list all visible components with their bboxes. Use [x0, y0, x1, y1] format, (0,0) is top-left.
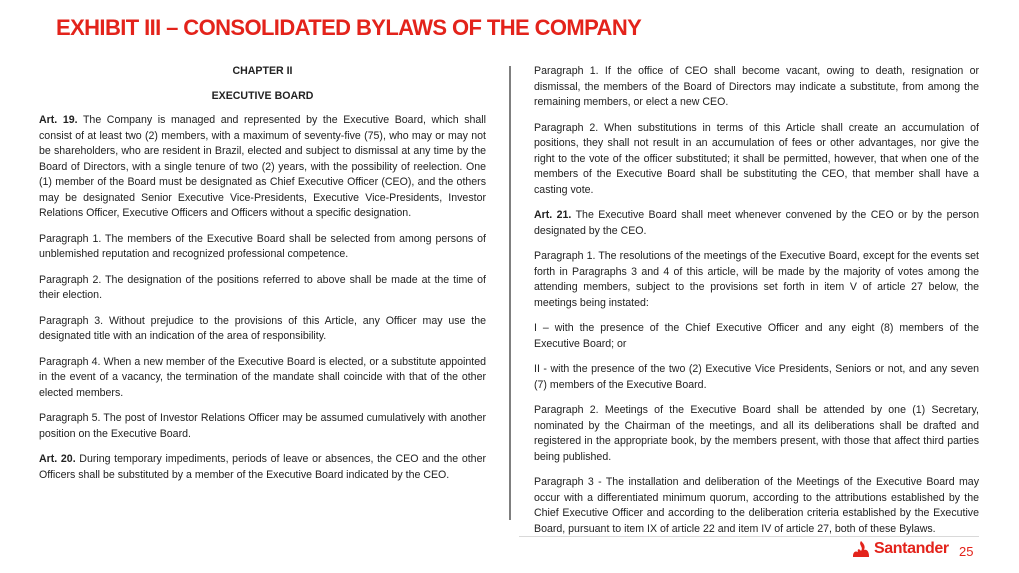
article-20-text: During temporary impediments, periods of leave or absences, the CEO and the other Officers shall be substituted by a member of the Executive Board indicated by the CEO. — [39, 453, 486, 481]
article-21-text: The Executive Board shall meet whenever convened by the CEO or by the person designated by the CEO. — [534, 209, 979, 237]
column-divider — [509, 66, 511, 520]
paragraph-2-substitution: Paragraph 2. When substitutions in terms of this Article shall create an accumulation of positions, they shall not result in an accumulation of fees or other advantages, nor give the right to the vote of the officer substituted; it shall be permitted, however, that when one of the members of the Executive Board shall be substituting the CEO, that member shall have a casting vote. — [534, 121, 979, 196]
flame-icon — [851, 540, 871, 558]
title-main: CONSOLIDATED BYLAWS OF THE COMPANY — [183, 15, 642, 40]
paragraph-5: Paragraph 5. The post of Investor Relations Officer may be assumed cumulatively with another position on the Executive Board. — [39, 412, 486, 440]
article-21 — [534, 208, 979, 239]
item-i: I – with the presence of the Chief Executive Officer and any eight (8) members of the Executive Board; or — [534, 322, 979, 350]
footer-rule — [519, 536, 979, 537]
item-ii: II - with the presence of the two (2) Executive Vice Presidents, Seniors or not, and any seven (7) members of the Executive Board. — [534, 363, 979, 391]
left-column — [39, 64, 486, 493]
paragraph-1-resolutions: Paragraph 1. The resolutions of the meetings of the Executive Board, except for the events set forth in Paragraphs 3 and 4 of this article, will be made by the majority of votes among the attending members, subject to the provisions set forth in item V of article 27 below, the meetings being instated: — [534, 250, 979, 309]
title-prefix: EXHIBIT III – — [56, 15, 184, 40]
paragraph-3: Paragraph 3. Without prejudice to the provisions of this Article, any Officer may use the designated title with an indication of the area of responsibility. — [39, 314, 486, 342]
article-21-label: Art. 21. — [534, 209, 572, 221]
santander-logo — [851, 540, 949, 558]
right-column — [534, 64, 979, 547]
article-20-label: Art. 20. — [39, 453, 76, 465]
article-19-label: Art. 19. — [39, 114, 78, 126]
article-19 — [39, 113, 486, 222]
page-title — [56, 14, 641, 42]
brand-name: Santander — [874, 540, 949, 557]
article-20 — [39, 452, 486, 483]
section-heading: EXECUTIVE BOARD — [211, 89, 314, 102]
paragraph-1-vacancy: Paragraph 1. If the office of CEO shall become vacant, owing to death, resignation or dismissal, the members of the Board of Directors may indicate a substitute, from among the remaining members, or elect a new CEO. — [534, 65, 979, 108]
page-number: 25 — [959, 544, 974, 559]
article-19-text: The Company is managed and represented by the Executive Board, which shall consist of at least two (2) members, with a maximum of seventy-five (75), who may or may not be shareholders, who are resident in Brazil, elected and subject to dismissal at any time by the Board of Directors, with a single tenure of two (2) years, with the possibility of reelection. One (1) member of the Board must be designated as Chief Executive Officer (CEO), and the others may be designated Senior Executive Vice-Presidents, Executive Vice-Presidents, Investor Relations Officer, Executive Officers and Officers without a specific designation. — [39, 114, 486, 219]
paragraph-4: Paragraph 4. When a new member of the Executive Board is elected, or a substitute appointed in the event of a vacancy, the termination of the mandate shall coincide with that of the other elected members. — [39, 355, 486, 399]
paragraph-2: Paragraph 2. The designation of the positions referred to above shall be made at the time of their election. — [39, 273, 486, 301]
paragraph-2-secretary: Paragraph 2. Meetings of the Executive Board shall be attended by one (1) Secretary, nominated by the Chairman of the meetings, and all its deliberations shall be drafted and registered in the appropriate book, by the members present, with those that affect third parties being published. — [534, 404, 979, 463]
paragraph-3-quorum: Paragraph 3 - The installation and deliberation of the Meetings of the Executive Board may occur with a differentiated minimum quorum, according to the attributions established by the Chief Executive Officer and according to the deliberation criteria established by the Executive Board, pursuant to item IX of article 22 and item IV of article 27, both of these Bylaws. — [534, 476, 979, 535]
paragraph-1: Paragraph 1. The members of the Executive Board shall be selected from among persons of unblemished reputation and recognized professional competence. — [39, 232, 486, 260]
chapter-heading: CHAPTER II — [232, 65, 293, 77]
